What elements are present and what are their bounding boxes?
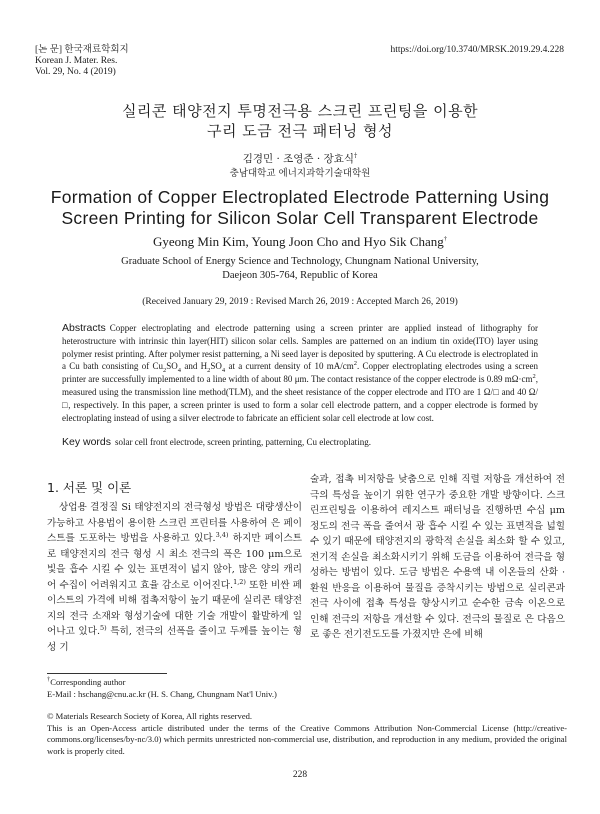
keywords-text: solar cell front electrode, screen printing, patterning, Cu electroplating.	[115, 437, 371, 447]
affiliation-line-2: Daejeon 305-764, Republic of Korea	[222, 270, 378, 281]
korean-authors	[40, 151, 560, 166]
subscript: 2	[207, 367, 211, 375]
citation: 1,2)	[233, 577, 246, 586]
body-column-left	[47, 500, 302, 655]
body-text: 상업용 결정질 Si 태양전지의 전극형성 방법은 대량생산이 가능하고 사용법이 용이한 스크린 프린터를 사용하여 은 페이스트를 도포하는 방법을 사용하고 있다.	[47, 502, 302, 544]
received-dates: (Received January 29, 2019 : Revised March 26, 2019 : Accepted March 26, 2019)	[142, 297, 458, 307]
corresponding-mark: †	[443, 235, 447, 243]
english-title-line-1: Formation of Copper Electroplated Electrode Patterning Using	[50, 187, 550, 207]
keywords-label: Key words	[62, 436, 112, 448]
citation: 3,4)	[215, 530, 229, 539]
affiliation-line-1: Graduate School of Energy Science and Technology, Chungnam National University,	[121, 256, 479, 267]
body-text: 하지만 페이스트로 태양전지의 전극 형성 시 최소 전극의 폭은 100 μm으로 빛을 흡수 시킬 수 있는 표면적이 넓지 않아, 많은 양의 캐리어 수집이 어려워지고 효율 감소로 이어진다.	[47, 533, 302, 591]
english-authors	[40, 234, 560, 250]
korean-author-names: 김경민 · 조영준 · 장효식	[242, 153, 355, 165]
abstract-text: and H	[181, 361, 208, 372]
corresponding-mark: †	[47, 676, 51, 684]
abstract	[62, 322, 538, 424]
abstract-text: Copper electroplating and electrode patterning using a screen printer are applied instead of lithography for heterostructure with intrinsic thin layer(HIT) silicon solar cells. Samples are patterned on an indium tin oxide(ITO) layer using polymer resist printing. After polymer resist patterning, a Ni seed layer is deposited by sputtering. A Cu electrode is electroplated in a Cu bath consisting of Cu	[62, 323, 538, 372]
citation: 5)	[100, 623, 107, 632]
body-text: 또한 비싼 페이스트의 가격에 비해 접촉저항이 높기 때문에 실리콘 태양전지의 전극 소재와 형성기술에 대한 기술 개발이 활발하게 일어나고 있다.	[47, 579, 302, 637]
korean-title-line-1: 실리콘 태양전지 투명전극용 스크린 프린팅을 이용한	[121, 102, 479, 120]
english-author-names: Gyeong Min Kim, Young Joon Cho and Hyo Sik Chang	[153, 234, 444, 249]
paragraph: 술과, 접촉 비저항을 낮춤으로 인해 직렬 저항을 개선하여 전극의 특성을 높이기 위한 연구가 중요한 개발 방향이다. 스크린프린팅을 이용하여 레지스트 패터닝을 진행하면 수십 μm 정도의 전극 폭을 줄여서 광 흡수 시킬 수 있는 표면적을 넓힐 수 있기 때문에 태양전지의 광학적 손실을 최소화 할 수 있고, 전기적 손실을 최소화시키기 위해 도금을 이용하여 전극을 형성하는 방법이 있다. 도금 방법은 수용액 내 이온들의 산화 · 환원 반응을 이용하여 물질을 증착시키는 방법으로 실리콘과 전극 사이에 접촉 특성을 향상시키고 순수한 금속 이온으로 인해 전극의 저항을 개선할 수 있다. 전극의 물질로 은 다음으로 좋은 전기전도도를 가졌지만 은에 비해	[310, 474, 565, 640]
abstract-text: SO	[210, 361, 222, 372]
corresponding-mark: †	[354, 151, 358, 160]
page-number: 228	[292, 770, 308, 780]
english-title-line-2: Screen Printing for Silicon Solar Cell Transparent Electrode	[61, 208, 539, 228]
subscript: 4	[221, 367, 226, 375]
superscript: 2	[532, 373, 536, 381]
journal-name: [논 문] 한국재료학회지	[35, 45, 129, 55]
email-line: E-Mail : hschang@cnu.ac.kr (H. S. Chang, Chungnam Nat'l Univ.)	[47, 688, 277, 699]
journal-abbrev: Korean J. Mater. Res.	[35, 56, 118, 66]
body-column-right	[310, 472, 565, 643]
license-note	[47, 711, 567, 757]
abstract-text: , measured using the transmission line method(TLM), and the sheet resistance of the copper electrode and ITO are 1 Ω/□ and 40 Ω/□, respectively. In this paper, a screen printer is used to form a solar cell electrode pattern, and a copper electrode is formed by electroplating instead of using a silver electrode to fabricate an efficient solar cell electrode at low cost.	[62, 374, 538, 423]
section-heading: 1. 서론 및 이론	[47, 480, 132, 495]
doi-link[interactable]: https://doi.org/10.3740/MRSK.2019.29.4.228	[390, 45, 564, 55]
body-text: 특히, 전극의 선폭을 줄이고 두께를 높이는 형성 기	[47, 626, 303, 653]
corresponding-author-note	[47, 677, 567, 700]
abstract-text: SO	[166, 361, 178, 372]
abstract-text: at a current density of 10 mA/cm	[225, 361, 354, 372]
corresponding-label: Corresponding author	[50, 677, 126, 687]
subscript: 4	[177, 367, 182, 375]
journal-volume: Vol. 29, No. 4 (2019)	[35, 67, 116, 77]
abstract-label: Abstracts	[62, 322, 106, 334]
korean-title	[40, 101, 560, 141]
korean-title-line-2: 구리 도금 전극 패터닝 형성	[207, 122, 393, 140]
superscript: 2	[353, 360, 357, 368]
english-affiliation	[40, 255, 560, 283]
copyright-line: © Materials Research Society of Korea, All rights reserved.	[47, 711, 253, 721]
paragraph	[47, 500, 302, 655]
corresponding-line	[47, 677, 567, 689]
subscript: 2	[163, 367, 167, 375]
abstract-text: . Copper electroplating electrodes using a screen printer are successfully implemented to a line width of about 80 μm. The contact resistance of the copper electrode is 0.89 mΩ·cm	[62, 361, 539, 385]
english-title	[30, 187, 570, 229]
keywords	[62, 436, 538, 448]
journal-header	[35, 45, 295, 78]
korean-affiliation: 충남대학교 에너지과학기술대학원	[229, 168, 371, 179]
license-text: This is an Open-Access article distributed under the terms of the Creative Commons Attribution Non-Commercial License (http://creative-commons.org/licenses/by-nc/3.0) which permits unrestricted non-commercial use, distribution, and reproduction in any medium, provided the original work is properly cited.	[47, 722, 567, 756]
footnote-divider	[47, 673, 167, 674]
